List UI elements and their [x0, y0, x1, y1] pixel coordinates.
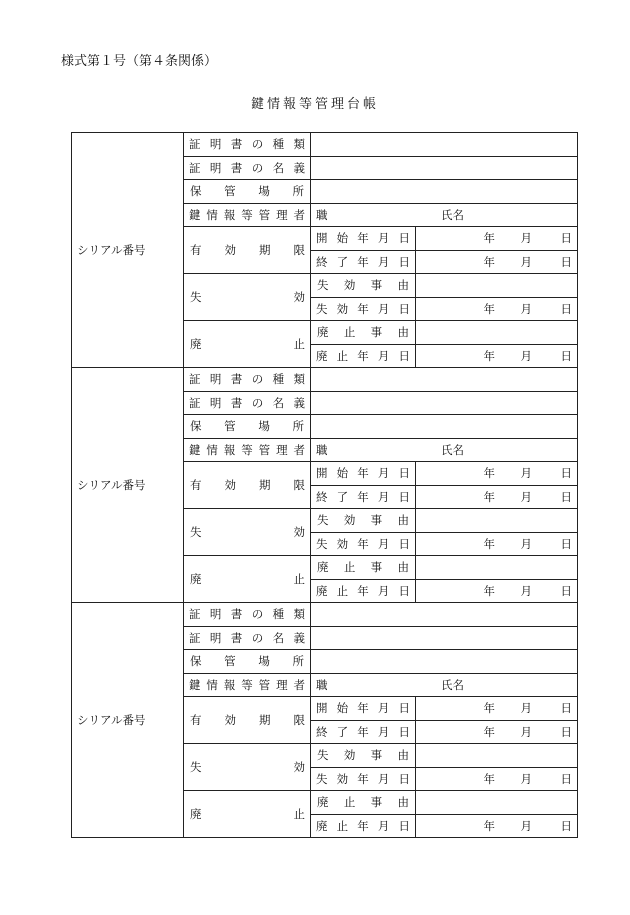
expiry-label: 失効 [184, 274, 311, 321]
abolition-label: 廃止 [184, 791, 311, 838]
start-date-label: 開始年月日 [311, 227, 416, 251]
cert-name-field[interactable] [311, 391, 578, 415]
day-label: 日 [560, 536, 572, 551]
abolition-date-label: 廃止年月日 [311, 579, 416, 603]
abolition-reason-label: 廃止事由 [311, 321, 416, 345]
cert-type-field[interactable] [311, 133, 578, 157]
abolition-label: 廃止 [184, 321, 311, 368]
row-cert-type [72, 603, 578, 627]
position-label: 職 [316, 442, 328, 457]
abolition-reason-field[interactable] [416, 556, 578, 580]
day-label: 日 [560, 771, 572, 786]
year-label: 年 [483, 771, 495, 786]
end-date-field[interactable] [416, 250, 578, 274]
year-label: 年 [483, 348, 495, 363]
expiry-date-field[interactable] [416, 767, 578, 791]
year-label: 年 [483, 724, 495, 739]
month-label: 月 [520, 583, 532, 598]
expiry-reason-label: 失効事由 [311, 509, 416, 533]
month-label: 月 [520, 301, 532, 316]
cert-name-label: 証明書の名義 [184, 391, 311, 415]
abolition-reason-field[interactable] [416, 321, 578, 345]
storage-location-field[interactable] [311, 180, 578, 204]
expiry-date-label: 失効年月日 [311, 767, 416, 791]
storage-location-label: 保管場所 [184, 650, 311, 674]
month-label: 月 [520, 724, 532, 739]
expiry-reason-field[interactable] [416, 509, 578, 533]
name-label: 氏名 [441, 442, 464, 457]
start-date-field[interactable] [416, 227, 578, 251]
start-date-field[interactable] [416, 462, 578, 486]
expiry-reason-field[interactable] [416, 744, 578, 768]
position-label: 職 [316, 207, 328, 222]
month-label: 月 [520, 231, 532, 246]
day-label: 日 [560, 489, 572, 504]
manager-field[interactable] [311, 203, 578, 227]
end-date-label: 終了年月日 [311, 250, 416, 274]
day-label: 日 [560, 466, 572, 481]
page-title: 鍵情報等管理台帳 [250, 97, 379, 112]
serial-number-label: シリアル番号 [72, 603, 184, 838]
key-info-ledger-table [71, 132, 578, 838]
abolition-date-field[interactable] [416, 344, 578, 368]
expiry-reason-label: 失効事由 [311, 744, 416, 768]
cert-name-field[interactable] [311, 156, 578, 180]
year-label: 年 [483, 536, 495, 551]
cert-type-label: 証明書の種類 [184, 368, 311, 392]
year-label: 年 [483, 254, 495, 269]
year-label: 年 [483, 489, 495, 504]
manager-label: 鍵情報等管理者 [184, 673, 311, 697]
day-label: 日 [560, 254, 572, 269]
abolition-date-field[interactable] [416, 814, 578, 838]
expiry-reason-field[interactable] [416, 274, 578, 298]
abolition-date-field[interactable] [416, 579, 578, 603]
cert-type-label: 証明書の種類 [184, 603, 311, 627]
expiry-date-field[interactable] [416, 297, 578, 321]
cert-type-field[interactable] [311, 368, 578, 392]
day-label: 日 [560, 583, 572, 598]
storage-location-label: 保管場所 [184, 180, 311, 204]
day-label: 日 [560, 231, 572, 246]
storage-location-field[interactable] [311, 650, 578, 674]
cert-name-label: 証明書の名義 [184, 626, 311, 650]
year-label: 年 [483, 301, 495, 316]
abolition-reason-field[interactable] [416, 791, 578, 815]
end-date-label: 終了年月日 [311, 485, 416, 509]
abolition-reason-label: 廃止事由 [311, 556, 416, 580]
day-label: 日 [560, 701, 572, 716]
expiry-label: 失効 [184, 509, 311, 556]
month-label: 月 [520, 466, 532, 481]
month-label: 月 [520, 701, 532, 716]
end-date-field[interactable] [416, 485, 578, 509]
start-date-field[interactable] [416, 697, 578, 721]
name-label: 氏名 [441, 677, 464, 692]
cert-type-field[interactable] [311, 603, 578, 627]
expiry-date-field[interactable] [416, 532, 578, 556]
expiry-date-label: 失効年月日 [311, 532, 416, 556]
year-label: 年 [483, 818, 495, 833]
month-label: 月 [520, 254, 532, 269]
start-date-label: 開始年月日 [311, 462, 416, 486]
year-label: 年 [483, 701, 495, 716]
manager-label: 鍵情報等管理者 [184, 438, 311, 462]
row-cert-type [72, 368, 578, 392]
expiry-date-label: 失効年月日 [311, 297, 416, 321]
abolition-date-label: 廃止年月日 [311, 814, 416, 838]
position-label: 職 [316, 677, 328, 692]
year-label: 年 [483, 231, 495, 246]
day-label: 日 [560, 724, 572, 739]
month-label: 月 [520, 536, 532, 551]
year-label: 年 [483, 583, 495, 598]
form-number-label: 様式第１号（第４条関係） [61, 54, 218, 69]
expiry-reason-label: 失効事由 [311, 274, 416, 298]
start-date-label: 開始年月日 [311, 697, 416, 721]
validity-label: 有効期限 [184, 462, 311, 509]
end-date-field[interactable] [416, 720, 578, 744]
cert-name-field[interactable] [311, 626, 578, 650]
manager-label: 鍵情報等管理者 [184, 203, 311, 227]
day-label: 日 [560, 818, 572, 833]
storage-location-label: 保管場所 [184, 415, 311, 439]
abolition-reason-label: 廃止事由 [311, 791, 416, 815]
abolition-date-label: 廃止年月日 [311, 344, 416, 368]
validity-label: 有効期限 [184, 697, 311, 744]
abolition-label: 廃止 [184, 556, 311, 603]
validity-label: 有効期限 [184, 227, 311, 274]
end-date-label: 終了年月日 [311, 720, 416, 744]
cert-type-label: 証明書の種類 [184, 133, 311, 157]
year-label: 年 [483, 466, 495, 481]
serial-number-label: シリアル番号 [72, 133, 184, 368]
manager-field[interactable] [311, 438, 578, 462]
manager-field[interactable] [311, 673, 578, 697]
month-label: 月 [520, 771, 532, 786]
month-label: 月 [520, 818, 532, 833]
storage-location-field[interactable] [311, 415, 578, 439]
month-label: 月 [520, 489, 532, 504]
day-label: 日 [560, 301, 572, 316]
serial-number-label: シリアル番号 [72, 368, 184, 603]
name-label: 氏名 [441, 207, 464, 222]
row-cert-type [72, 133, 578, 157]
expiry-label: 失効 [184, 744, 311, 791]
day-label: 日 [560, 348, 572, 363]
month-label: 月 [520, 348, 532, 363]
cert-name-label: 証明書の名義 [184, 156, 311, 180]
